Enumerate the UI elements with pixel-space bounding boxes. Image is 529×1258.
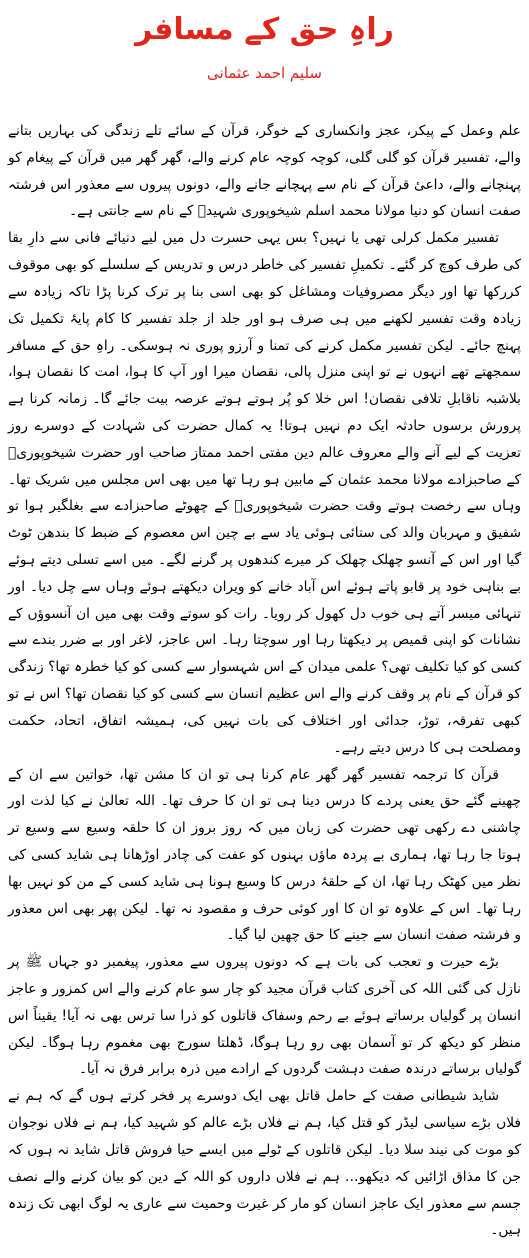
article-body: [8, 118, 521, 1244]
paragraph-1: علم وعمل کے پیکر، عجز وانکساری کے خوگر، قرآن کے سائے تلے زندگی کی بہاریں بتانے والے، تفسیر قرآن کو گلی گلی، کوچہ کوچہ عام کرنے والے، گھر گھر میں قرآن کے پیغام کو پہنچانے والے، داعیٔ قرآن کے نام سے پہچانے جانے والے، دونوں پیروں سے معذور اس فرشتہ صفت انسان کو دنیا مولانا محمد اسلم شیخوپوری شہیدؒ کے نام سے جانتی ہے۔: [8, 123, 521, 220]
paragraph-5: شاید شیطانی صفت کے حامل قاتل بھی ایک دوسرے پر فخر کرتے ہوں گے کہ ہم نے فلاں بڑے سیاسی لیڈر کو قتل کیا، ہم نے فلاں بڑے عالم کو شہید کیا، ہم نے فلاں نوجوان کو موت کی نیند سلا دیا۔ لیکن قاتلوں کے ٹولے میں ایسے حیا فروش قاتل شاید نہ ہوں کہ جن کا مذاق اڑائیں کہ دیکھو… ہم نے فلاں داروں کو اللہ کے دین کو بیان کرنے والے نصف جسم سے معذور ایک عاجز انسان کو مار کر غیرت وحمیت سے عاری یہ لوگ ابھی تک زندہ ہیں۔: [8, 1088, 521, 1239]
paragraph-4: بڑے حیرت و تعجب کی بات ہے کہ دونوں پیروں سے معذور، پیغمبر دو جہاں ﷺ پر نازل کی گئی اللہ کی آخری کتاب قرآن مجید کو چار سو عام کرنے والے اس کمزور و عاجز انسان پر گولیاں برساتے ہوئے بے رحم وسفاک قاتلوں کو ذرا سا ترس بھی نہ آیا! یقیناً اس منظر کو دیکھ کر تو آسمان بھی رو رہا ہوگا، ڈھلتا سورج بھی مغموم رہا ہوگا۔ لیکن گولیاں برساتے درندہ صفت دہشت گردوں کے ارادے میں ذرہ برابر فرق نہ آیا۔: [8, 954, 521, 1078]
paragraph-2: تفسیر مکمل کرلی تھی یا نہیں؟ بس یہی حسرت دل میں لیے دنیائے فانی سے دارِ بقا کی طرف کوچ کر گئے۔ تکمیلِ تفسیر کی خاطر درس و تدریس کے سلسلے کو بھی موقوف کررکھا تھا اور دیگر مصروفیات ومشاغل کو بھی اسی بنا پر ترک کرنا پڑا تاکہ زیادہ سے زیادہ وقت تفسیر لکھنے میں ہی صرف ہو اور جلد از جلد تفسیر کا کام پایۂ تکمیل تک پہنچ جائے۔ لیکن تفسیر مکمل کرنے کی تمنا و آرزو پوری نہ ہوسکی۔ راہِ حق کے مسافر سمجھتے تھے انہوں نے تو اپنی منزل پالی، نقصان میرا اور آپ کا ہوا، امت کا نقصان ہوا، بلاشبہ ناقابلِ تلافی نقصان! اس خلا کو پُر ہوتے ہوتے عرصہ بیت جائے گا۔ زمانہ کرنا ہے پرورش برسوں حادثہ ایک دم نہیں ہوتا! یہ کمال حضرت کی شہادت کے دوسرے روز تعزیت کے لیے آنے والے معروف عالم دین مفتی احمد ممتاز صاحب اور حضرت شیخوپوریؒ کے صاحبزادے مولانا محمد عثمان کے مابین ہو رہا تھا میں بھی اس مجلس میں شریک تھا۔ وہاں سے رخصت ہوتے وقت حضرت شیخوپوریؒ کے چھوٹے صاحبزادے سے بغلگیر ہوا تو شفیق و مہربان والد کی ستائی ہوئی یاد سے بے چین اس معصوم کے ضبط کا بندھن ٹوٹ گیا اور اس کے آنسو چھلک چھلک کر میرے کندھوں پر گرنے لگے۔ میں اسے تسلی دیتے ہوئے بے بناہی خود پر قابو پاتے ہوئے اس آباد خانے کو ویران دیکھتے ہوئے وہاں سے چل دیا۔ اور تنہائی میسر آتے ہی خوب دل کھول کر رویا۔ رات کو سوتے وقت بھی میں ان آنسوؤں کے نشانات کو اپنی قمیص پر دیکھتا رہا اور سوچتا رہا۔ اس عاجز، لاغر اور بے ضرر بندے سے کسی کو کیا تکلیف تھی؟ علمی میدان کے اس شہسوار سے کسی کو کیا خطرہ تھا؟ زندگی کو قرآن کے نام پر وقف کرنے والے اس عظیم انسان سے کسی کو کیا نقصان تھا؟ اس نے تو کبھی تفرقہ، توڑ، جدائی اور اختلاف کی بات نہیں کی، ہمیشہ اتفاق، اتحاد، حکمت ومصلحت ہی کا درس دیتے رہے۔: [8, 230, 521, 756]
paragraph-3: قرآن کا ترجمہ تفسیر گھر گھر عام کرنا ہی تو ان کا مشن تھا، خواتین سے ان کے چھینے گئے حق یعنی پردے کا درس دینا ہی تو ان کا حرف تھا۔ اللہ تعالیٰ نے کیا لذت اور چاشنی دے رکھی تھی حضرت کی زبان میں کہ روز بروز ان کا حلقہ وسیع سے وسیع تر ہوتا جا رہا تھا، ہماری بے پردہ ماؤں بہنوں کو عفت کی چادر اوڑھانا ہی شاید کسی کی نظر میں کھٹک رہا تھا، ان کے حلقۂ درس کا وسیع ہونا ہی شاید کسی کے من کو نہیں بھا رہا تھا۔ اس کے علاوہ تو ان کا اور کوئی حرف و مقصود نہ تھا۔ لیکن پھر بھی اس معذور و فرشتہ صفت انسان سے جینے کا حق چھین لیا گیا۔: [8, 766, 521, 944]
article-title: راہِ حق کے مسافر: [135, 12, 394, 47]
author-byline: سلیم احمد عثمانی: [207, 64, 322, 82]
